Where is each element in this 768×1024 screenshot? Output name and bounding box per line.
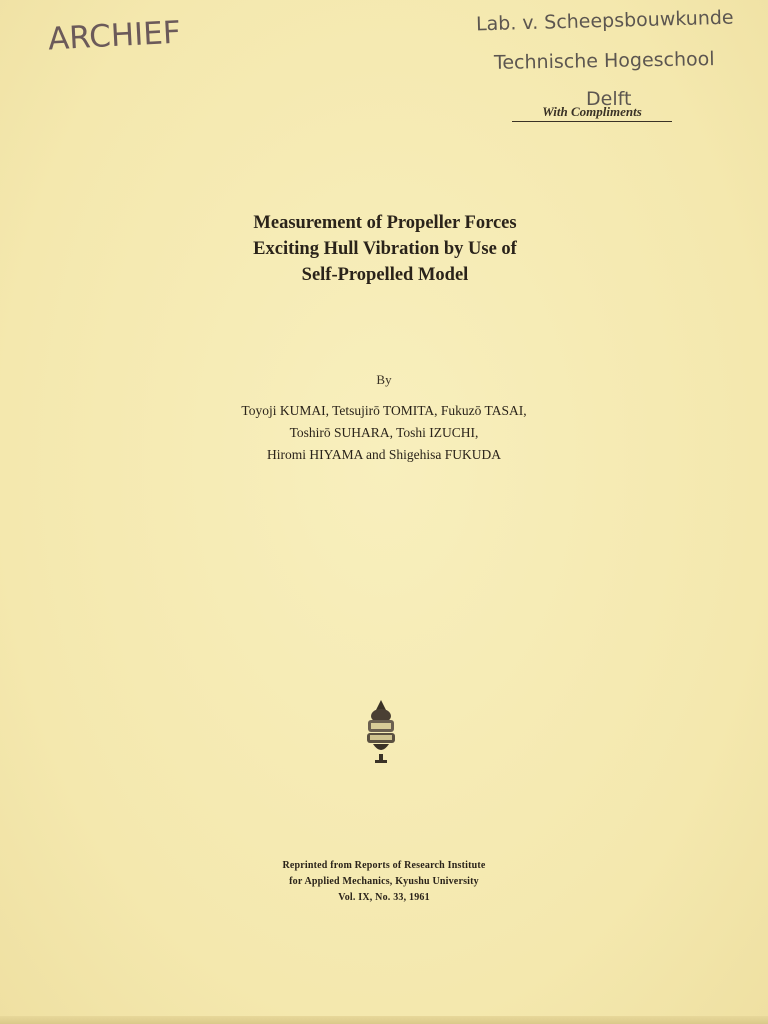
reprint-notice <box>200 858 568 906</box>
reprint-line1: Reprinted from Reports of Research Institute <box>282 860 486 871</box>
page-bottom-edge <box>0 1016 768 1024</box>
library-stamp-line3: Delft <box>586 88 632 110</box>
title-line3: Self-Propelled Model <box>301 265 469 285</box>
byline: By <box>376 372 392 387</box>
paper-title <box>180 210 590 288</box>
authors-line3: Hiromi HIYAMA and Shigehisa FUKUDA <box>267 447 501 462</box>
authors-line1: Toyoji KUMAI, Tetsujirō TOMITA, Fukuzō TASAI, <box>241 403 527 418</box>
compliments-stamp: With Compliments <box>512 104 672 122</box>
authors-line2: Toshirō SUHARA, Toshi IZUCHI, <box>289 425 479 440</box>
author-list <box>150 400 618 466</box>
reprint-line2: for Applied Mechanics, Kyushu University <box>289 876 479 887</box>
title-line1: Measurement of Propeller Forces <box>253 213 517 233</box>
library-stamp-line2: Technische Hogeschool <box>493 48 715 74</box>
reprint-line3: Vol. IX, No. 33, 1961 <box>338 892 430 903</box>
library-stamp-line1: Lab. v. Scheepsbouwkunde <box>475 6 734 36</box>
archief-stamp: ARCHIEF <box>47 14 182 58</box>
title-line2: Exciting Hull Vibration by Use of <box>253 239 517 259</box>
applied-mechanics-emblem-icon <box>364 700 398 764</box>
